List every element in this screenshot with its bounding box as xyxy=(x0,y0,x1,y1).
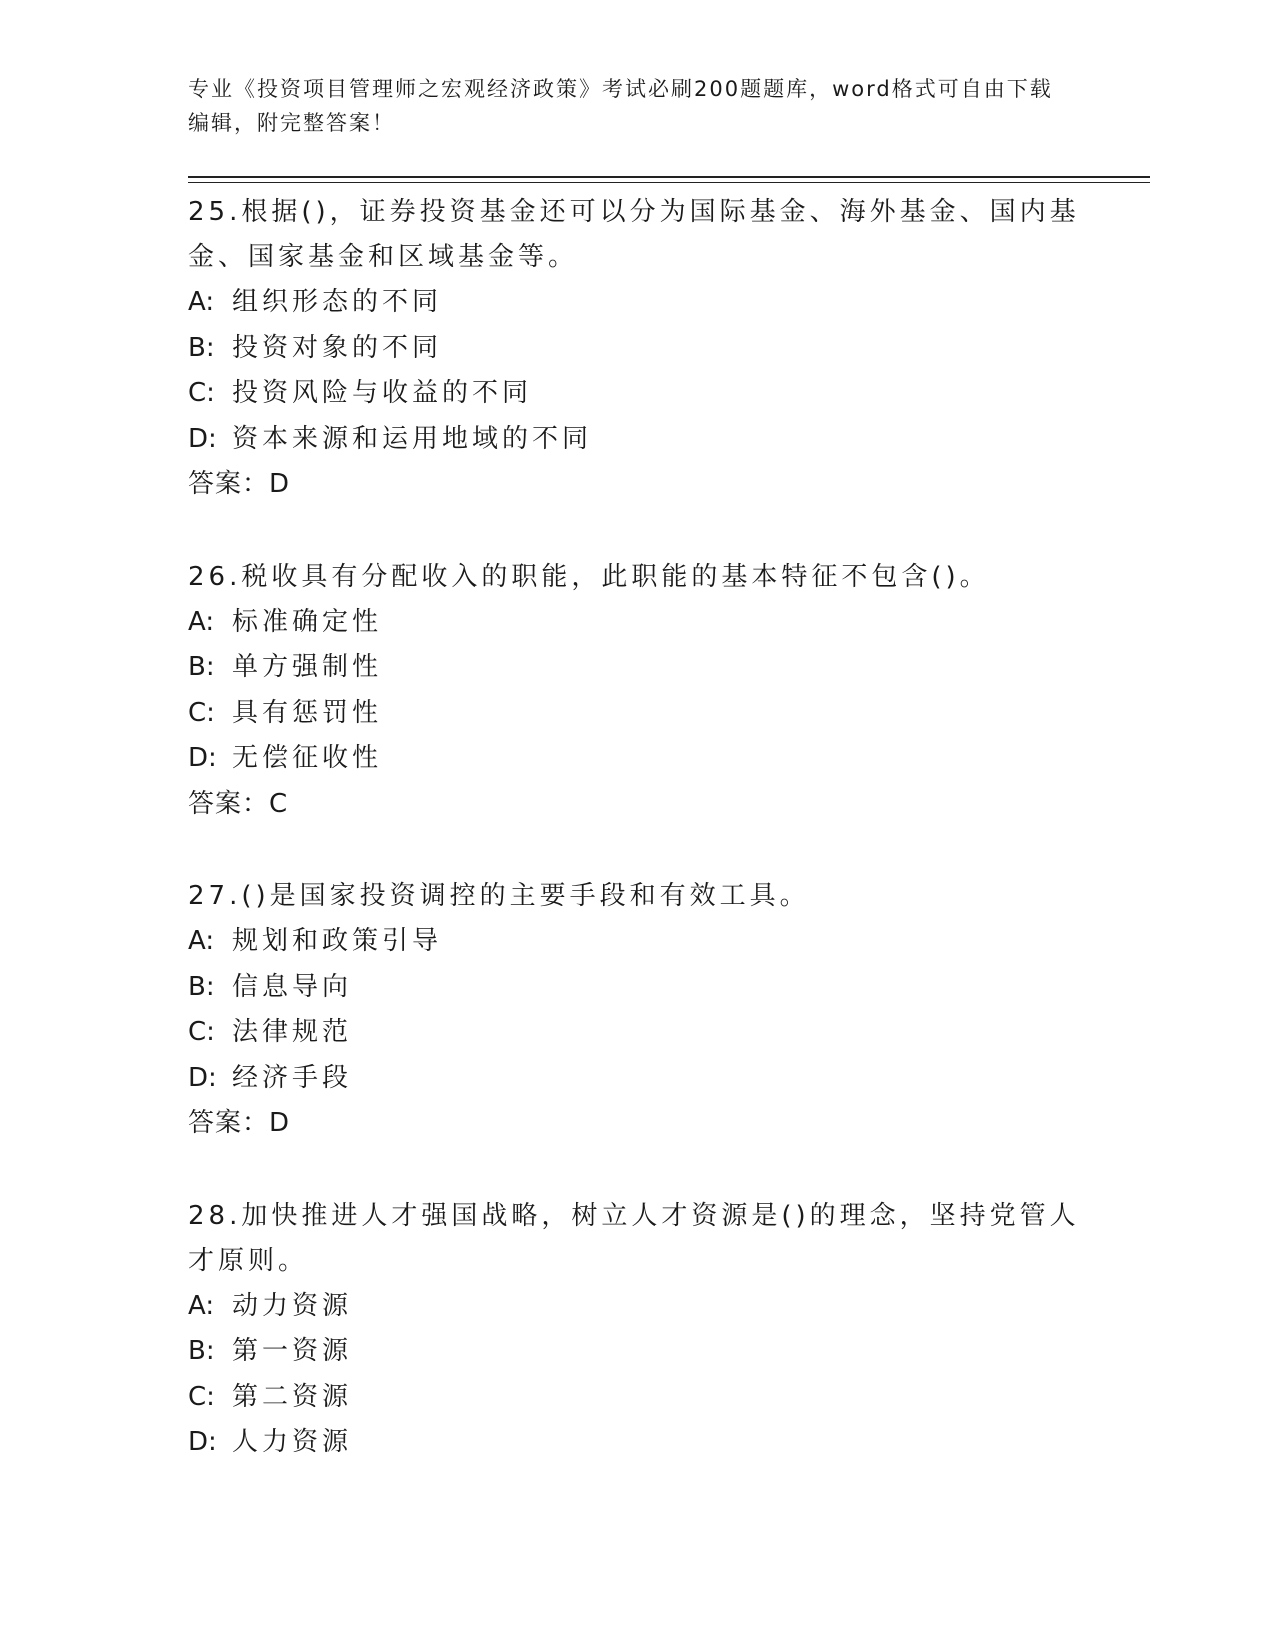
question-25 xyxy=(188,188,1088,508)
option-b xyxy=(188,326,1088,372)
question-28 xyxy=(188,1192,1088,1466)
option-a xyxy=(188,919,1088,965)
header-divider-thick xyxy=(188,176,1150,178)
option-text: 规划和政策引导 xyxy=(232,926,443,956)
option-key: B: xyxy=(188,652,215,682)
option-d xyxy=(188,1420,1088,1466)
option-key: A: xyxy=(188,926,215,956)
option-c xyxy=(188,1010,1088,1056)
option-key: D: xyxy=(188,1062,217,1093)
answer-line: 答案：D xyxy=(188,1108,291,1138)
question-stem: 28.加快推进人才强国战略，树立人才资源是()的理念，坚持党管人才原则。 xyxy=(188,1200,1080,1276)
document-intro: 专业《投资项目管理师之宏观经济政策》考试必刷200题题库，word格式可自由下载编辑，附完整答案！ xyxy=(188,77,1053,135)
option-key: D: xyxy=(188,423,217,454)
question-list xyxy=(188,188,1088,1466)
option-c xyxy=(188,371,1088,417)
option-d xyxy=(188,417,1088,463)
question-spacer xyxy=(188,1147,1088,1192)
option-text: 经济手段 xyxy=(232,1062,353,1093)
option-a xyxy=(188,280,1088,326)
option-d xyxy=(188,736,1088,782)
option-key: C: xyxy=(188,697,215,728)
option-key: C: xyxy=(188,1381,215,1412)
option-text: 投资对象的不同 xyxy=(232,332,443,363)
option-key: A: xyxy=(188,606,215,637)
question-27 xyxy=(188,872,1088,1147)
option-c xyxy=(188,1375,1088,1421)
option-text: 单方强制性 xyxy=(232,652,383,682)
option-text: 法律规范 xyxy=(232,1017,353,1047)
option-text: 信息导向 xyxy=(232,971,353,1002)
question-stem: 25.根据()，证券投资基金还可以分为国际基金、海外基金、国内基金、国家基金和区域基金等。 xyxy=(188,197,1080,272)
option-text: 人力资源 xyxy=(232,1427,353,1457)
question-stem: 27.()是国家投资调控的主要手段和有效工具。 xyxy=(188,881,810,911)
option-text: 投资风险与收益的不同 xyxy=(232,378,533,408)
answer-line: 答案：C xyxy=(188,788,289,819)
option-key: D: xyxy=(188,1427,217,1457)
option-key: C: xyxy=(188,378,215,408)
option-b xyxy=(188,965,1088,1011)
option-key: A: xyxy=(188,1290,215,1321)
option-b xyxy=(188,645,1088,691)
question-spacer xyxy=(188,508,1088,553)
option-key: D: xyxy=(188,743,217,773)
option-text: 第二资源 xyxy=(232,1381,353,1412)
option-key: C: xyxy=(188,1017,215,1047)
header-divider-thin xyxy=(188,182,1150,183)
option-key: A: xyxy=(188,287,215,317)
option-key: B: xyxy=(188,1336,215,1366)
answer-line: 答案：D xyxy=(188,469,291,499)
option-key: B: xyxy=(188,332,215,363)
option-a xyxy=(188,1284,1088,1330)
option-text: 第一资源 xyxy=(232,1336,353,1366)
option-key: B: xyxy=(188,971,215,1002)
option-c xyxy=(188,691,1088,737)
question-spacer xyxy=(188,827,1088,872)
option-d xyxy=(188,1056,1088,1102)
question-26 xyxy=(188,553,1088,828)
question-stem: 26.税收具有分配收入的职能，此职能的基本特征不包含()。 xyxy=(188,561,990,592)
option-text: 标准确定性 xyxy=(232,606,383,637)
option-text: 动力资源 xyxy=(232,1290,353,1321)
option-b xyxy=(188,1329,1088,1375)
option-text: 具有惩罚性 xyxy=(232,697,383,728)
option-text: 组织形态的不同 xyxy=(232,287,443,317)
option-text: 无偿征收性 xyxy=(232,743,383,773)
option-text: 资本来源和运用地域的不同 xyxy=(232,423,593,454)
option-a xyxy=(188,600,1088,646)
